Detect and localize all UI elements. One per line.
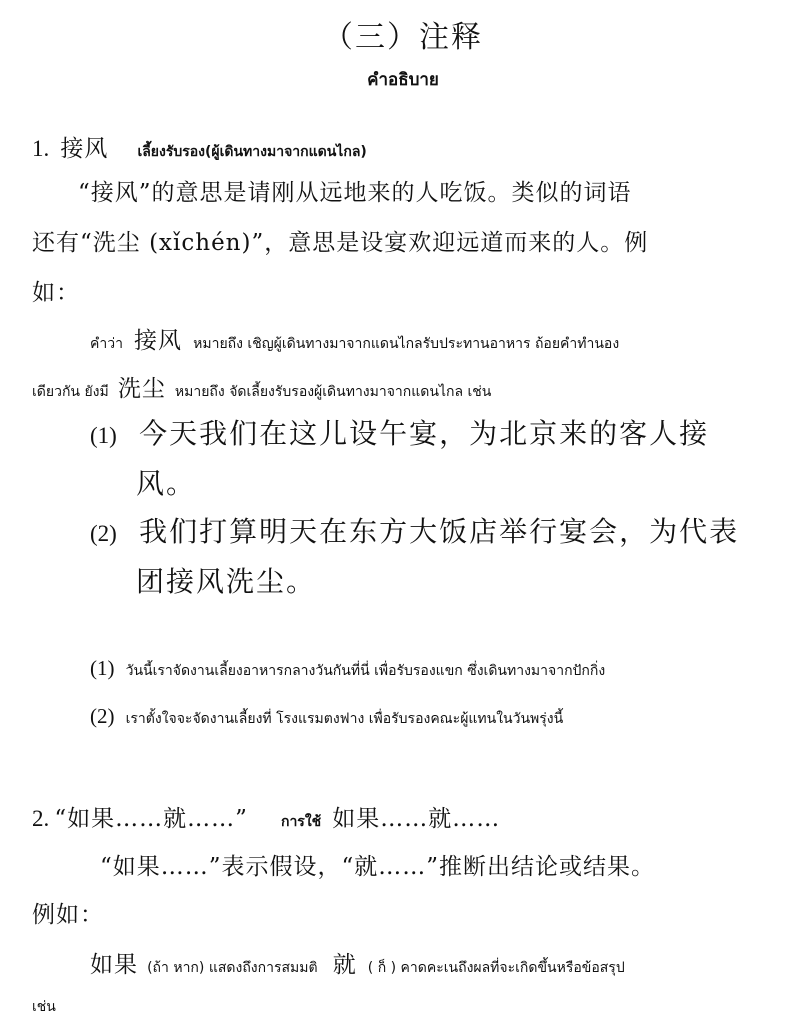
translation-1	[90, 656, 605, 682]
inline-chinese-term: 如果	[90, 952, 138, 978]
note-2-usage-thai: การใช้	[280, 814, 322, 830]
translation-number: (1)	[90, 656, 115, 680]
thai-text: เดียวกัน ยังมี	[32, 384, 109, 400]
example-2-continuation: 团接风洗尘。	[136, 565, 317, 598]
example-sentence: 我们打算明天在东方大饭店举行宴会，为代表	[139, 515, 740, 548]
example-2	[90, 510, 739, 550]
note-2-thai-line-1	[90, 946, 625, 979]
note-1-heading	[32, 130, 367, 163]
note-1-term: 接风	[60, 136, 109, 162]
example-1	[90, 412, 709, 452]
note-1-thai-line-1	[90, 322, 619, 355]
example-number: (1)	[90, 423, 117, 448]
example-sentence: 今天我们在这儿设午宴，为北京来的客人接	[139, 417, 710, 450]
note-1-explain-line-1: “接风”的意思是请刚从远地来的人吃饭。类似的词语	[78, 180, 632, 206]
note-1-thai-line-2	[32, 370, 491, 403]
note-1-explain-line-2: 还有“洗尘 (xǐchén)”，意思是设宴欢迎远道而来的人。例	[32, 230, 649, 256]
note-2-heading	[32, 800, 500, 833]
note-2-explain-line-1: “如果……”表示假设，“就……”推断出结论或结果。	[100, 854, 656, 880]
note-2-thai-line-2: เช่น	[32, 999, 56, 1015]
section-subtitle: คำอธิบาย	[367, 70, 439, 90]
thai-text: (ถ้า หาก) แสดงถึงการสมมติ	[147, 960, 318, 976]
thai-text: คำว่า	[90, 336, 123, 352]
example-1-continuation: 风。	[136, 467, 197, 500]
inline-chinese-term: 接风	[134, 328, 183, 354]
translation-text: วันนี้เราจัดงานเลี้ยงอาหารกลางวันกันที่นี่ เพื่อรับรองแขก ซึ่งเดินทางมาจากปักกิ่ง	[125, 663, 606, 679]
inline-chinese-term: 就	[332, 952, 357, 978]
note-2-number: 2.	[32, 806, 50, 831]
thai-text: หมายถึง เชิญผู้เดินทางมาจากแดนไกลรับประทานอาหาร ถ้อยคำทำนอง	[193, 336, 620, 352]
note-1-number: 1.	[32, 136, 50, 161]
note-1-explain-line-3: 如：	[32, 280, 80, 306]
thai-text: ( ก็ ) คาดคะเนถึงผลที่จะเกิดขึ้นหรือข้อสรุป	[367, 960, 625, 976]
translation-text: เราตั้งใจจะจัดงานเลี้ยงที่ โรงแรมตงฟาง เพื่อรับรองคณะผู้แทนในวันพรุ่งนี้	[125, 711, 564, 727]
example-number: (2)	[90, 521, 117, 546]
thai-text: หมายถึง จัดเลี้ยงรับรองผู้เดินทางมาจากแดนไกล เช่น	[174, 384, 492, 400]
note-2-usage-chinese: 如果……就……	[332, 806, 501, 832]
note-1-term-thai: เลี้ยงรับรอง(ผู้เดินทางมาจากแดนไกล)	[137, 144, 367, 160]
note-2-explain-line-2: 例如：	[32, 902, 104, 928]
section-title: （三）注释	[323, 20, 483, 55]
inline-chinese-term: 洗尘	[117, 376, 166, 402]
translation-2	[90, 704, 563, 730]
translation-number: (2)	[90, 704, 115, 728]
note-2-term: “如果……就……”	[54, 806, 248, 832]
